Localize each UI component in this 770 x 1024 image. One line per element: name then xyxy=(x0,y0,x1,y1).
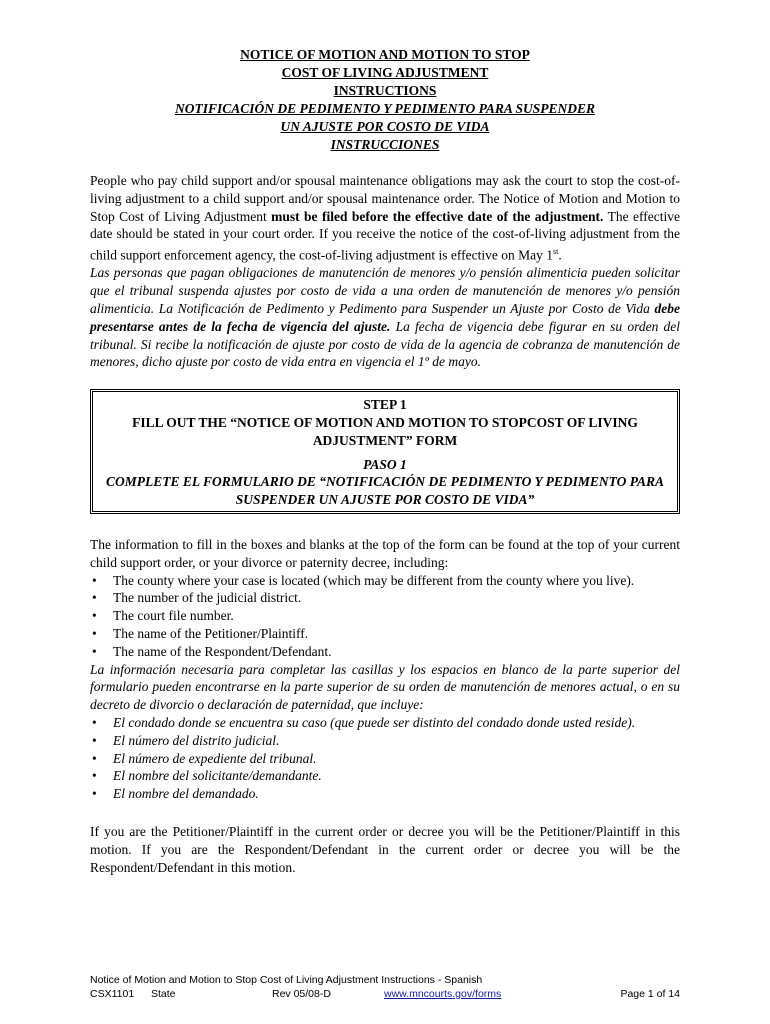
footer-revision: Rev 05/08-D xyxy=(272,987,331,1000)
document-page xyxy=(90,46,680,876)
intro-paragraph-es xyxy=(90,264,680,371)
list-item: • El condado donde se encuentra su caso (que puede ser distinto del condado donde usted reside). xyxy=(90,714,680,732)
closing-paragraph: If you are the Petitioner/Plaintiff in the current order or decree you will be the Petitioner/Plaintiff in this motion. If you are the Respondent/Defendant in the current order or decree you will be the Respondent/Defendant in this motion. xyxy=(90,824,680,875)
intro-es-bold: debe presentarse antes de la fecha de vigencia del ajuste. xyxy=(90,301,680,334)
page-footer xyxy=(90,974,680,1002)
intro-en-superscript: st xyxy=(553,247,559,257)
list-item: • El nombre del demandado. xyxy=(90,785,680,803)
list-item: • The county where your case is located (which may be different from the county where you live). xyxy=(90,572,680,590)
intro-en-text-b: The effective date should be stated in your court order. If you receive the notice of the cost-of-living adjustment from the child support enforcement agency, the cost-of-living adjustment is effective on May 1 xyxy=(90,208,680,263)
list-item: • El número de expediente del tribunal. xyxy=(90,750,680,768)
step-1-box xyxy=(90,389,680,514)
title-line-5-es: UN AJUSTE POR COSTO DE VIDA xyxy=(280,119,490,134)
title-line-4-es: NOTIFICACIÓN DE PEDIMENTO Y PEDIMENTO PARA SUSPENDER xyxy=(174,101,596,116)
intro-en-bold: must be filed before the effective date of the adjustment. xyxy=(271,208,604,224)
info-paragraph-en: The information to fill in the boxes and blanks at the top of the form can be found at the top of your current child support order, or your divorce or paternity decree, including: xyxy=(90,537,680,570)
list-item: • The number of the judicial district. xyxy=(90,589,680,607)
title-line-6-es: INSTRUCCIONES xyxy=(330,137,440,152)
footer-state: State xyxy=(151,987,176,1000)
footer-title: Notice of Motion and Motion to Stop Cost of Living Adjustment Instructions - Spanish xyxy=(90,974,483,986)
info-paragraph-es: La información necesaria para completar las casillas y los espacios en blanco de la parte superior del formulario pueden encontrarse en la parte superior de su orden de manutención de menores actual, o en su decreto de divorcio o declaración de paternidad, que incluye: xyxy=(90,661,680,713)
intro-es-text-a: Las personas que pagan obligaciones de manutención de menores y/o pensión alimenticia pueden solicitar que el tribunal suspenda ajustes por costo de vida a una orden de manutención de menores y/o pensión alimenticia. La Notificación de Pedimento y Pedimento para Suspender un Ajuste por Costo de Vida xyxy=(90,265,680,317)
step-heading-es: COMPLETE EL FORMULARIO DE “NOTIFICACIÓN DE PEDIMENTO Y PEDIMENTO PARA SUSPENDER UN AJUSTE POR COSTO DE VIDA” xyxy=(106,474,664,508)
document-title xyxy=(90,46,680,154)
footer-page-number: Page 1 of 14 xyxy=(620,987,680,1000)
list-item: • The name of the Respondent/Defendant. xyxy=(90,643,680,661)
intro-es-text-b: La fecha de vigencia debe figurar en su orden del tribunal. Si recibe la notificación de ajuste por costo de vida de la agencia de cobranza de manutención de menores, dicho ajuste por costo de vida entra en vigencia el 1º de mayo. xyxy=(90,318,680,370)
title-line-2: COST OF LIVING ADJUSTMENT xyxy=(281,65,489,80)
list-item: • El nombre del solicitante/demandante. xyxy=(90,767,680,785)
list-item: • The name of the Petitioner/Plaintiff. xyxy=(90,625,680,643)
intro-en-text-a: People who pay child support and/or spousal maintenance obligations may ask the court to stop the cost-of-living adjustment to a child support and/or spousal maintenance order. The Notice of Motion and Motion to Stop Cost of Living Adjustment xyxy=(90,173,680,224)
intro-en-end: . xyxy=(558,247,562,263)
info-list-es xyxy=(90,714,680,803)
intro-paragraph-en xyxy=(90,172,680,264)
step-heading: FILL OUT THE “NOTICE OF MOTION AND MOTION TO STOPCOST OF LIVING ADJUSTMENT” FORM xyxy=(132,415,638,448)
info-list-en xyxy=(90,572,680,661)
step-label: STEP 1 xyxy=(363,397,407,413)
list-item: • El número del distrito judicial. xyxy=(90,732,680,750)
step-label-es: PASO 1 xyxy=(363,456,407,472)
list-item: • The court file number. xyxy=(90,607,680,625)
footer-forms-link[interactable]: www.mncourts.gov/forms xyxy=(384,987,502,1000)
title-line-1: NOTICE OF MOTION AND MOTION TO STOP xyxy=(240,47,530,62)
title-line-3: INSTRUCTIONS xyxy=(333,83,437,98)
footer-form-id: CSX1101 xyxy=(90,987,135,1000)
